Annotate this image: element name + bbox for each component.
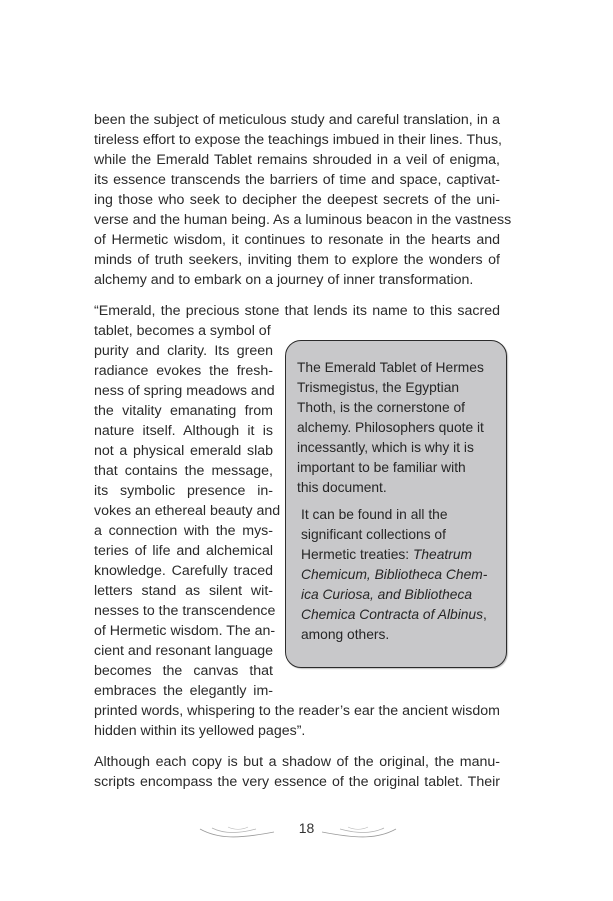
text-line: minds of truth seekers, inviting them to explore the wonders of <box>94 252 500 268</box>
text-line: of Hermetic wisdom. The an- <box>94 623 276 639</box>
text-line: teries of life and alchemical <box>94 543 273 559</box>
text-line: hidden within its yellowed pages”. <box>94 723 306 739</box>
text-line: nature itself. Although it is <box>94 423 273 439</box>
text-line: tireless effort to expose the teachings imbued in their lines. Thus, <box>94 132 502 148</box>
text-line: a connection with the mys- <box>94 523 273 539</box>
text-line: the vitality emanating from <box>94 403 273 419</box>
callout-line <box>301 605 487 625</box>
callout-line: alchemy. Philosophers quote it <box>297 420 484 435</box>
text-line: letters stand as silent wit- <box>94 583 273 599</box>
text-line: that contains the message, <box>94 463 273 479</box>
callout-line: It can be found in all the <box>301 507 448 522</box>
callout-text: , <box>483 607 487 622</box>
text-line: tablet, becomes a symbol of <box>94 323 271 339</box>
text-line: ness of spring meadows and <box>94 383 275 399</box>
text-line: ing those who seek to decipher the deepest secrets of the uni- <box>94 192 500 208</box>
callout-line: The Emerald Tablet of Hermes <box>297 360 484 375</box>
text-line: radiance evokes the fresh- <box>94 363 273 379</box>
callout-line: incessantly, which is why it is <box>297 440 474 455</box>
callout-line: significant collections of <box>301 527 446 542</box>
book-title: Chemica Contracta of Albinus <box>301 607 484 622</box>
text-line: its essence transcends the barriers of time and space, captivat- <box>94 172 500 188</box>
callout-line: among others. <box>301 627 390 642</box>
page-number: 18 <box>298 820 315 836</box>
text-line: knowledge. Carefully traced <box>94 563 273 579</box>
right-swash-ornament-icon <box>318 823 398 843</box>
text-line: embraces the elegantly im- <box>94 683 273 699</box>
book-title: Theatrum <box>412 547 472 562</box>
text-line: purity and clarity. Its green <box>94 343 273 359</box>
callout-text: Hermetic treaties: <box>301 547 413 562</box>
book-title: Chemicum, Bibliotheca Chem- <box>301 567 488 582</box>
text-line: while the Emerald Tablet remains shrouded in a veil of enigma, <box>94 152 500 168</box>
text-line: printed words, whispering to the reader’s ear the ancient wisdom <box>94 703 500 719</box>
text-line: not a physical emerald slab <box>94 443 273 459</box>
text-line: its symbolic presence in- <box>94 483 273 499</box>
text-line: nesses to the transcendence <box>94 603 276 619</box>
text-line: “Emerald, the precious stone that lends its name to this sacred <box>94 303 500 319</box>
callout-line: this document. <box>297 480 387 495</box>
callout-line: Trismegistus, the Egyptian <box>297 380 460 395</box>
text-line: of Hermetic wisdom, it continues to resonate in the hearts and <box>94 232 500 248</box>
callout-line: important to be familiar with <box>297 460 466 475</box>
text-line: vokes an ethereal beauty and <box>94 503 281 519</box>
text-line: been the subject of meticulous study and careful translation, in a <box>94 112 500 128</box>
text-line: cient and resonant language <box>94 643 274 659</box>
text-line: Although each copy is but a shadow of the original, the manu- <box>94 754 500 770</box>
text-line: verse and the human being. As a luminous beacon in the vastness <box>94 212 512 228</box>
book-title: ica Curiosa, and Bibliotheca <box>301 587 473 602</box>
text-line: scripts encompass the very essence of the original tablet. Their <box>94 774 500 790</box>
sidebar-callout-box <box>285 340 507 668</box>
text-line: becomes the canvas that <box>94 663 273 679</box>
text-line: alchemy and to embark on a journey of inner transformation. <box>94 272 474 288</box>
callout-line <box>301 545 472 565</box>
callout-line: Thoth, is the cornerstone of <box>297 400 465 415</box>
